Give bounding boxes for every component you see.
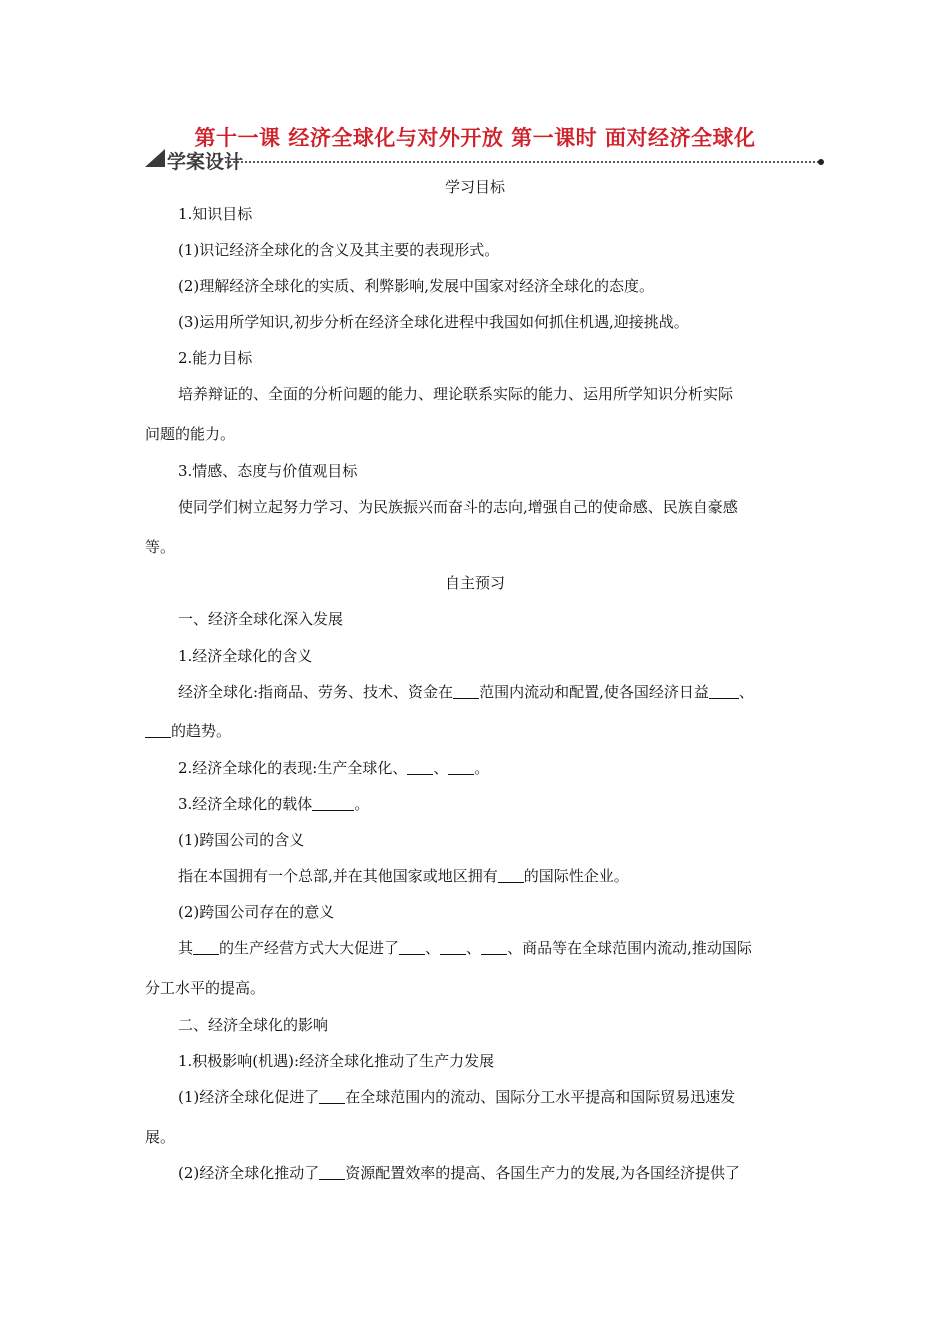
mnc-definition-line: 指在本国拥有一个总部,并在其他国家或地区拥有 的国际性企业。	[178, 867, 629, 885]
knowledge-goal-1: (1)识记经济全球化的含义及其主要的表现形式。	[178, 241, 500, 259]
fill-blank[interactable]	[319, 1088, 345, 1104]
fill-blank[interactable]	[312, 795, 354, 811]
page-title: 第十一课 经济全球化与对外开放 第一课时 面对经济全球化	[194, 126, 756, 150]
banner-label: 学案设计	[167, 151, 244, 173]
mnc-significance-line1: 其 的生产经营方式大大促进了 、 、 、商品等在全球范围内流动,推动国际	[178, 939, 752, 957]
manifestation-line: 2.经济全球化的表现:生产全球化、 、 。	[178, 759, 490, 777]
banner-divider	[105, 159, 825, 165]
knowledge-goal-3: (3)运用所学知识,初步分析在经济全球化进程中我国如何抓住机遇,迎接挑战。	[178, 313, 689, 331]
ability-goal-title: 2.能力目标	[178, 349, 253, 367]
positive-1-line1: (1)经济全球化促进了 在全球范围内的流动、国际分工水平提高和国际贸易迅速发	[178, 1088, 736, 1106]
mnc-significance-line2: 分工水平的提高。	[145, 979, 266, 997]
section-2-title: 二、经济全球化的影响	[178, 1016, 329, 1034]
positive-1-line2: 展。	[145, 1128, 176, 1146]
fill-blank[interactable]	[448, 759, 474, 775]
carrier-line: 3.经济全球化的载体 。	[178, 795, 370, 813]
preview-heading: 自主预习	[444, 574, 505, 592]
mnc-definition-title: (1)跨国公司的含义	[178, 831, 305, 849]
emotion-goal-line1: 使同学们树立起努力学习、为民族振兴而奋斗的志向,增强自己的使命感、民族自豪感	[178, 498, 738, 516]
mnc-significance-title: (2)跨国公司存在的意义	[178, 903, 335, 921]
fill-blank[interactable]	[709, 683, 739, 699]
section-1-title: 一、经济全球化深入发展	[178, 610, 344, 628]
positive-2-line1: (2)经济全球化推动了 资源配置效率的提高、各国生产力的发展,为各国经济提供了	[178, 1164, 741, 1182]
emotion-goal-line2: 等。	[145, 538, 176, 556]
fill-blank[interactable]	[440, 939, 466, 955]
emotion-goal-title: 3.情感、态度与价值观目标	[178, 462, 358, 480]
fill-blank[interactable]	[498, 867, 524, 883]
fill-blank[interactable]	[407, 759, 433, 775]
ability-goal-line2: 问题的能力。	[145, 425, 236, 443]
fill-blank[interactable]	[399, 939, 425, 955]
fill-blank[interactable]	[453, 683, 479, 699]
fill-blank[interactable]	[481, 939, 507, 955]
definition-line1: 经济全球化:指商品、劳务、技术、资金在 范围内流动和配置,使各国经济日益 、	[178, 683, 754, 701]
knowledge-goal-title: 1.知识目标	[178, 205, 253, 223]
ability-goal-line1: 培养辩证的、全面的分析问题的能力、理论联系实际的能力、运用所学知识分析实际	[178, 385, 734, 403]
section-2-1-title: 1.积极影响(机遇):经济全球化推动了生产力发展	[178, 1052, 495, 1070]
fill-blank[interactable]	[193, 939, 219, 955]
section-1-1-title: 1.经济全球化的含义	[178, 647, 313, 665]
fill-blank[interactable]	[145, 722, 171, 738]
fill-blank[interactable]	[319, 1164, 345, 1180]
goals-heading: 学习目标	[444, 178, 505, 196]
definition-line2: 的趋势。	[145, 720, 231, 741]
knowledge-goal-2: (2)理解经济全球化的实质、利弊影响,发展中国家对经济全球化的态度。	[178, 277, 655, 295]
